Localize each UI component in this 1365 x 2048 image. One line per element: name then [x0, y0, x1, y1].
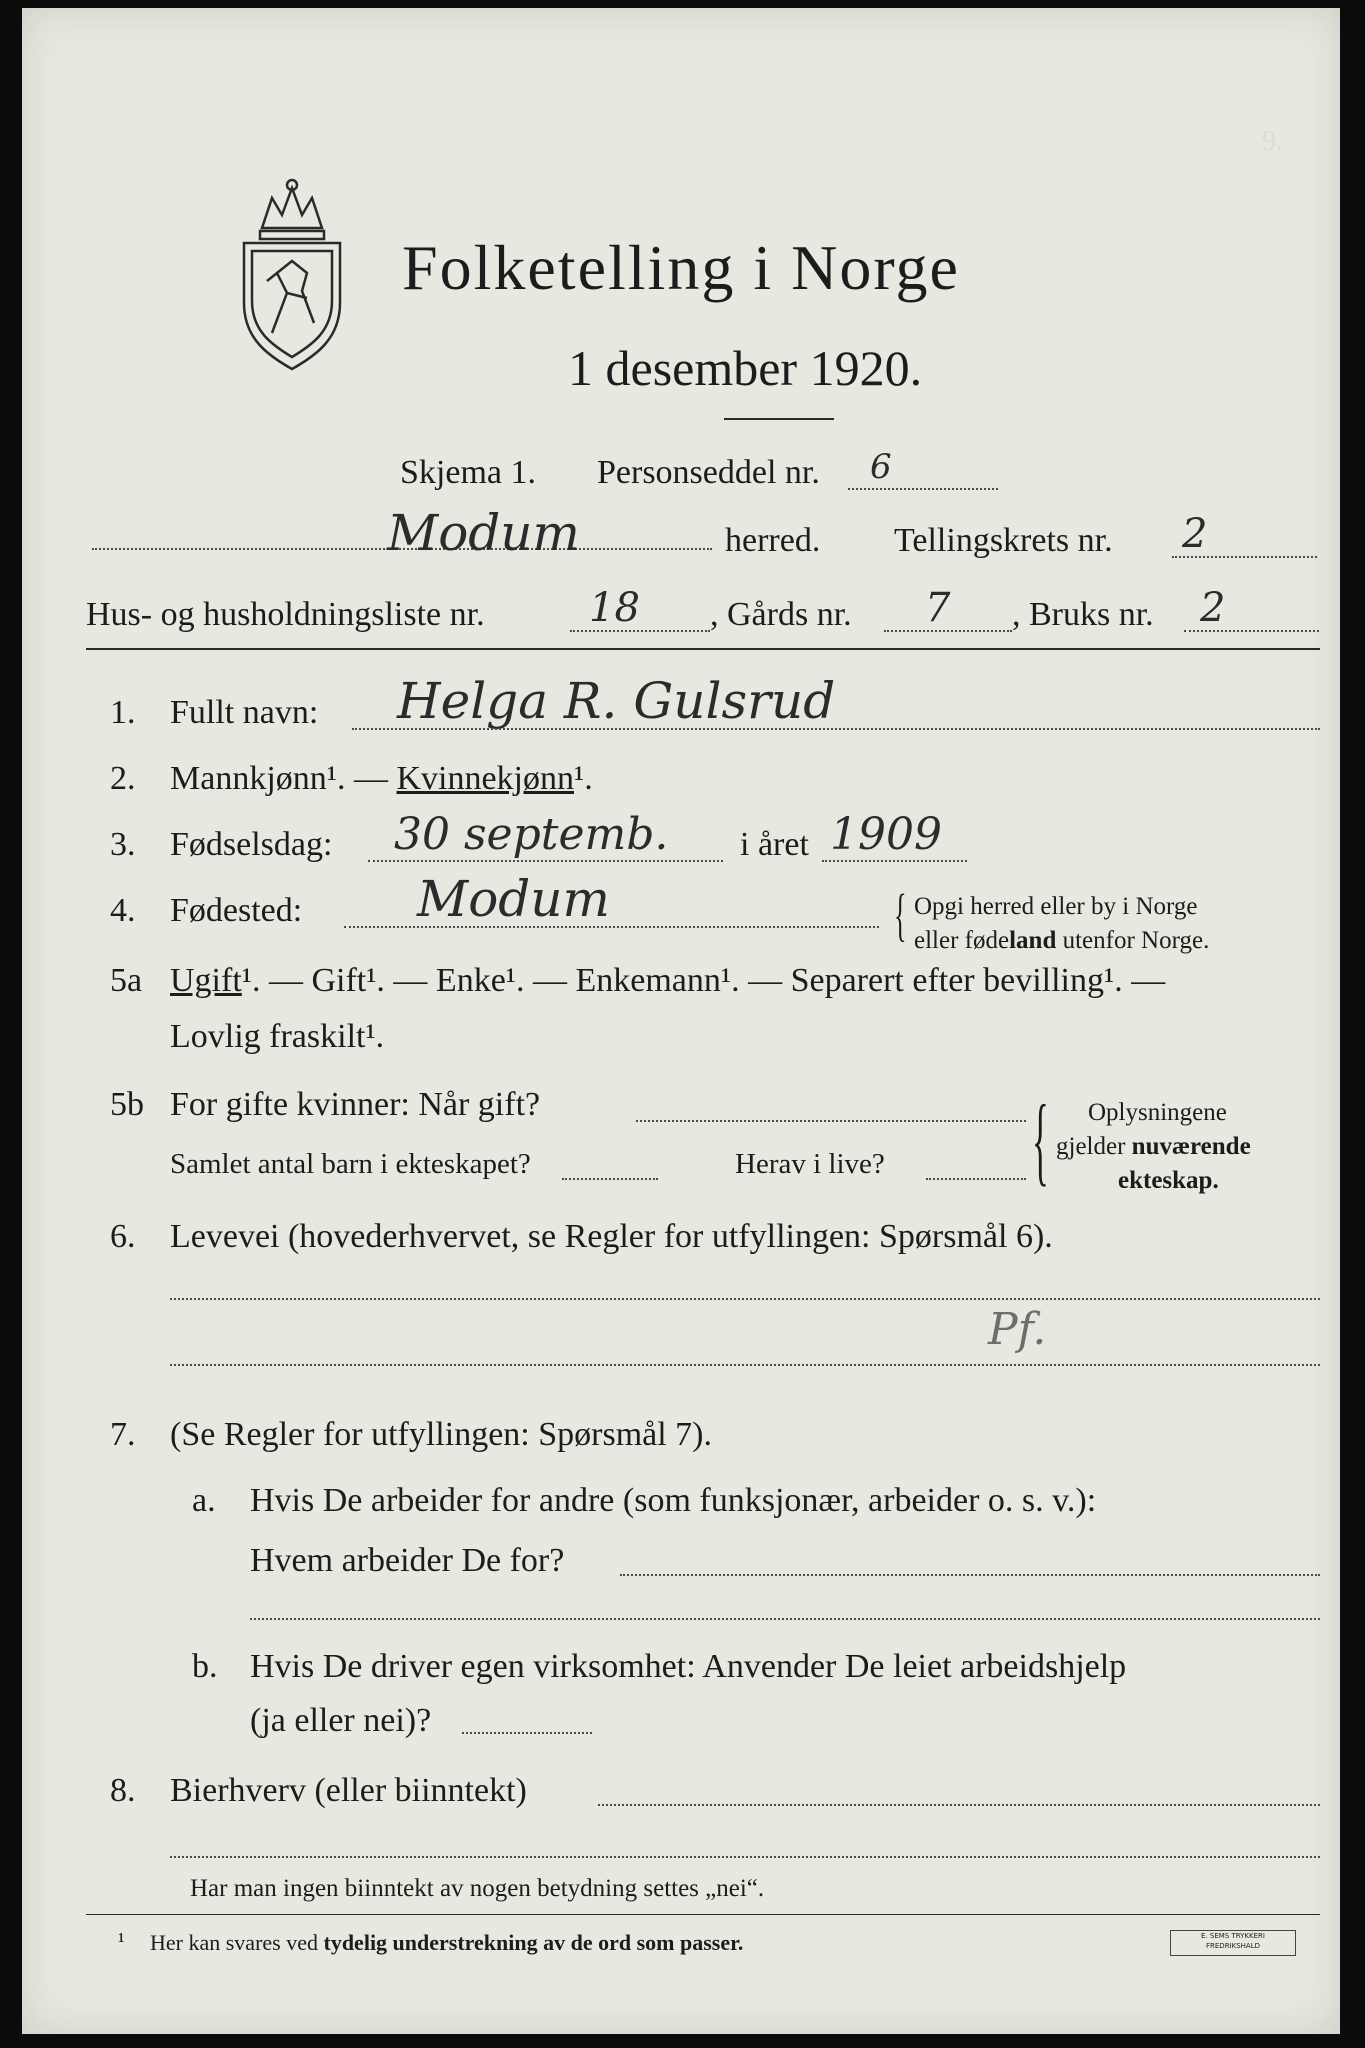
- q7b-label: b.: [192, 1648, 218, 1685]
- birthday-field-line: [368, 860, 723, 862]
- q5b-note-brace: {: [1032, 1084, 1049, 1195]
- q4-note-line1: Opgi herred eller by i Norge: [914, 893, 1198, 920]
- official-initials: Pf.: [988, 1304, 1047, 1355]
- female-option[interactable]: Kvinnekjønn: [396, 760, 575, 797]
- q6-number: 6.: [110, 1218, 136, 1255]
- q1-number: 1.: [110, 694, 136, 731]
- husholdning-value[interactable]: 18: [589, 585, 640, 631]
- footnote-text: Her kan svares ved tydelig understrekning av de ord som passer.: [150, 1930, 744, 1955]
- birth-year-field-line: [822, 860, 967, 862]
- tellingskrets-field-line: [1172, 556, 1317, 558]
- q3-number: 3.: [110, 826, 136, 863]
- q2-number: 2.: [110, 760, 136, 797]
- q7-label: (Se Regler for utfyllingen: Spørsmål 7).: [170, 1416, 713, 1453]
- q5a-number: 5a: [110, 962, 143, 999]
- bruks-field-line: [1184, 630, 1319, 632]
- footer-divider: [86, 1914, 1320, 1915]
- footnote-number: ¹: [118, 1928, 125, 1953]
- q3-label: Fødselsdag:: [170, 826, 333, 863]
- birthplace-field-line: [344, 926, 879, 928]
- q7-number: 7.: [110, 1416, 136, 1453]
- birthday-value[interactable]: 30 septemb.: [394, 809, 669, 860]
- children-count-field-line: [562, 1178, 658, 1180]
- birthplace-value[interactable]: Modum: [417, 870, 610, 928]
- herred-label: herred.: [725, 522, 821, 559]
- children-count-label: Samlet antal barn i ekteskapet?: [170, 1148, 531, 1180]
- female-option-suffix: ¹.: [574, 760, 593, 797]
- coat-of-arms-icon: [232, 173, 352, 373]
- hired-help-field-line: [462, 1732, 592, 1734]
- marital-status-options: [170, 964, 1165, 998]
- census-date: 1 desember 1920.: [568, 340, 923, 396]
- full-name-field-line: [352, 728, 1320, 730]
- printer-stamp: [1170, 1930, 1296, 1956]
- title-divider: [724, 418, 834, 420]
- tellingskrets-label: Tellingskrets nr.: [894, 522, 1113, 559]
- personseddel-field-line: [848, 488, 998, 490]
- husholdning-label: Hus- og husholdningsliste nr.: [86, 596, 485, 633]
- census-form: [22, 8, 1340, 2034]
- tellingskrets-value[interactable]: 2: [1182, 511, 1208, 557]
- printer-stamp-line2: FREDRIKSHALD: [1205, 1942, 1260, 1950]
- occupation-field-line-2: [170, 1364, 1320, 1366]
- hired-help-label: (ja eller nei)?: [250, 1702, 432, 1739]
- male-option[interactable]: Mannkjønn¹. —: [170, 760, 397, 797]
- married-when-field-line: [636, 1120, 1026, 1122]
- married-when-label: For gifte kvinner: Når gift?: [170, 1086, 541, 1123]
- other-marital-options[interactable]: ¹. — Gift¹. — Enke¹. — Enkemann¹. — Separert efter bevilling¹. —: [241, 962, 1166, 999]
- q7a-text: Hvis De arbeider for andre (som funksjonær, arbeider o. s. v.):: [250, 1482, 1097, 1519]
- divorced-option[interactable]: Lovlig fraskilt¹.: [170, 1018, 385, 1055]
- form-title: Folketelling i Norge: [402, 232, 960, 303]
- personseddel-value[interactable]: 6: [870, 447, 892, 487]
- q8-number: 8.: [110, 1772, 136, 1809]
- side-income-field-line-2: [170, 1856, 1320, 1858]
- herred-value[interactable]: Modum: [387, 504, 580, 562]
- section-divider: [86, 648, 1320, 650]
- children-alive-label: Herav i live?: [735, 1148, 885, 1180]
- q4-note-brace: {: [894, 882, 907, 947]
- skjema-label: Skjema 1.: [400, 454, 536, 491]
- children-alive-field-line: [926, 1178, 1026, 1180]
- employer-label: Hvem arbeider De for?: [250, 1542, 565, 1579]
- q6-label: Levevei (hovederhvervet, se Regler for utfyllingen: Spørsmål 6).: [170, 1218, 1053, 1255]
- q5b-note-line2: gjelder nuværende: [1056, 1133, 1251, 1160]
- q4-note-line2: eller fødeland utenfor Norge.: [914, 927, 1210, 954]
- unmarried-option[interactable]: Ugift: [170, 962, 242, 999]
- employer-field-line: [620, 1574, 1320, 1576]
- printer-stamp-line1: E. SEMS TRYKKERI: [1201, 1932, 1265, 1940]
- q2-gender-options: [170, 762, 593, 796]
- show-through-text: 9.: [1262, 126, 1283, 157]
- q4-label: Fødested:: [170, 892, 303, 929]
- husholdning-field-line: [570, 630, 710, 632]
- q1-label: Fullt navn:: [170, 694, 319, 731]
- q5b-note-line1: Oplysningene: [1088, 1099, 1227, 1126]
- personseddel-label: Personseddel nr.: [597, 454, 820, 491]
- bruks-value[interactable]: 2: [1200, 585, 1226, 631]
- birth-year-value[interactable]: 1909: [830, 809, 942, 860]
- q5b-number: 5b: [110, 1086, 144, 1123]
- employer-field-line-2: [250, 1618, 1320, 1620]
- full-name-value[interactable]: Helga R. Gulsrud: [397, 672, 836, 730]
- occupation-field-line-1: [170, 1298, 1320, 1300]
- q7b-text: Hvis De driver egen virksomhet: Anvender De leiet arbeidshjelp: [250, 1648, 1127, 1685]
- gards-label: , Gårds nr.: [710, 596, 852, 633]
- gards-value[interactable]: 7: [925, 585, 951, 631]
- q5b-note-line3: ekteskap.: [1118, 1167, 1219, 1194]
- side-income-note: Har man ingen biinntekt av nogen betydning settes „nei“.: [190, 1875, 765, 1902]
- q8-label: Bierhverv (eller biinntekt): [170, 1772, 527, 1809]
- gards-field-line: [884, 630, 1012, 632]
- side-income-field-line: [598, 1804, 1320, 1806]
- q7a-label: a.: [192, 1482, 216, 1519]
- q4-number: 4.: [110, 892, 136, 929]
- year-label: i året: [740, 826, 809, 863]
- bruks-label: , Bruks nr.: [1012, 596, 1154, 633]
